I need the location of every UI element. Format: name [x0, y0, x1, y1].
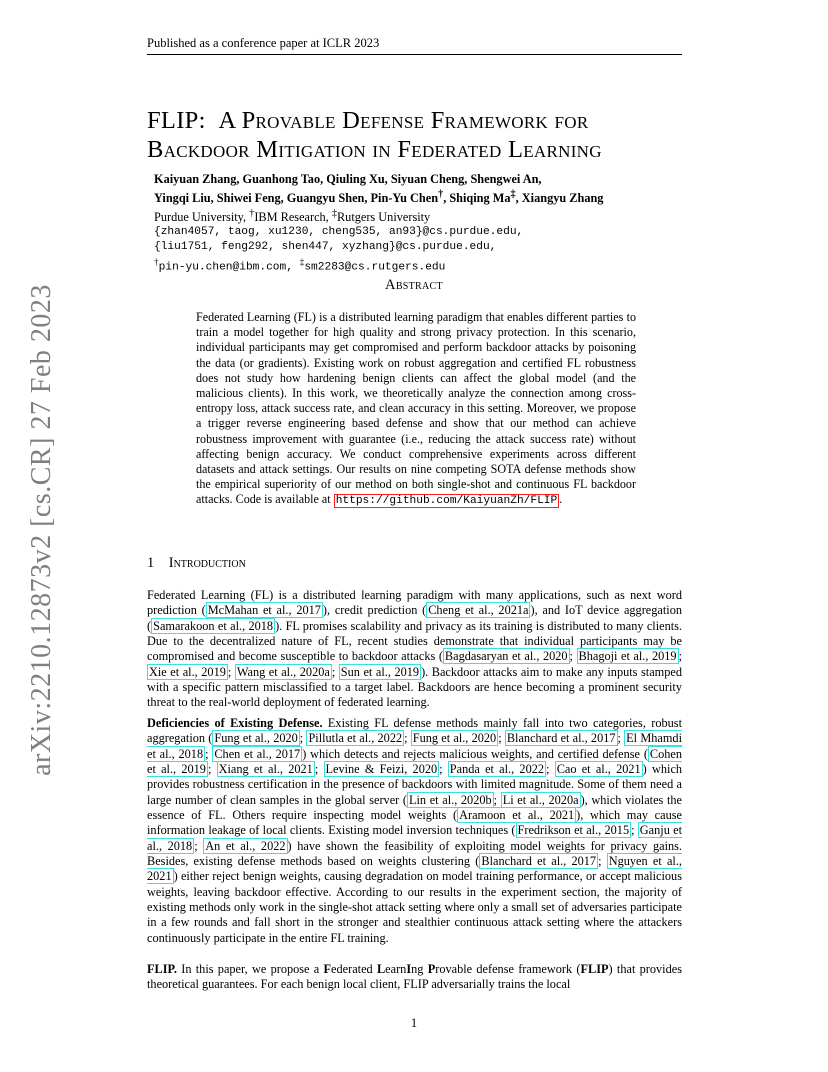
text-run: ;: [331, 664, 339, 679]
citation-link[interactable]: Lin et al., 2020b: [409, 792, 492, 807]
abstract-text: Federated Learning (FL) is a distributed learning paradigm that enables different parties to train a model together for high quality and strong privacy protection. In this scenario, individual participants may get compromised and perform backdoor attacks by poisoning the data (or gradients). Existing work on robust aggregation and certified FL robustness does not study how hardening benign clients can affect the global model (and the malicious clients). In this work, we theoretically analyze the connection among cross-entropy loss, attack success rate, and clean accuracy in this setting. Moreover, we propose a trigger reverse engineering based defense and show that our method can achieve robustness improvement with guarantee (i.e., reducing the attack success rate) without affecting benign accuracy. We conduct comprehensive experiments across different datasets and attack settings. Our results on nine competing SOTA defense methods show the empirical superiority of our method on both single-shot and continuous FL backdoor attacks. Code is available at: [196, 310, 636, 507]
p3-text: rovable defense framework (: [435, 962, 581, 976]
intro-paragraph-3: [147, 962, 682, 993]
dagger-mark: †: [249, 208, 255, 220]
title-line-1-rest: A Provable Defense Framework for: [218, 107, 589, 134]
citation-link[interactable]: Wang et al., 2020a: [236, 664, 330, 679]
p3-bold: P: [427, 962, 436, 976]
abstract-end: .: [559, 492, 563, 507]
text-run: ;: [194, 838, 204, 853]
text-run: ). FL promises scalability and privacy as its training is distributed to many clients. Due to the decentralized nature of FL, recent studies demonstrate that individual participants may be compromised and become susceptible to backdoor attacks (: [147, 618, 682, 664]
text-run: ;: [227, 664, 235, 679]
abstract-heading: Abstract: [385, 277, 443, 293]
citation-link[interactable]: Pillutla et al., 2022: [308, 731, 403, 746]
author-line-2c: , Xiangyu Zhang: [515, 191, 604, 206]
text-run: ;: [617, 731, 625, 746]
paragraph-lead-flip: FLIP.: [147, 962, 177, 976]
text-run: ), which may cause information leakage of local clients. Existing model inversion techniques (: [147, 808, 682, 838]
citation-link[interactable]: Samarakoon et al., 2018: [153, 618, 274, 633]
text-run: ;: [439, 762, 448, 777]
intro-paragraph-2: [147, 716, 682, 946]
email-ibm: pin-yu.chen@ibm.com,: [158, 261, 300, 274]
affiliation-rutgers: Rutgers University: [336, 210, 431, 225]
affiliation-ibm: IBM Research,: [254, 210, 332, 225]
title-line-1: [147, 106, 602, 135]
citation-link[interactable]: Panda et al., 2022: [449, 762, 545, 777]
author-line-2a: Yingqi Liu, Shiwei Feng, Guangyu Shen, Pin-Yu Chen: [154, 191, 439, 206]
title-line-2: Backdoor Mitigation in Federated Learning: [147, 136, 602, 163]
intro-paragraph-1: [147, 588, 682, 711]
text-run: ) have shown the feasibility of exploiting model weights for privacy gains. Besides, existing defense methods based on weights clustering (: [147, 838, 682, 869]
dagger-mark: †: [154, 257, 159, 268]
dagger-mark: †: [438, 189, 444, 200]
section-number: 1: [147, 555, 155, 571]
text-run: ) which provides robustness certification in the presence of backdoors with limited magnitude. Some of them need a large number of clean samples in the global server (: [147, 762, 683, 807]
email-line-2: {liu1751, feng292, shen447, xyzhang}@cs.purdue.edu,: [154, 241, 497, 254]
text-run: ;: [404, 731, 411, 746]
text-run: ;: [631, 823, 638, 838]
text-run: ;: [314, 762, 324, 777]
section-heading-introduction: [147, 555, 246, 572]
ddagger-mark: ‡: [510, 189, 516, 200]
section-title: Introduction: [168, 555, 246, 571]
citation-link[interactable]: Nguyen et al., 2021: [147, 854, 682, 884]
text-run: ). Backdoor attacks aim to make any inputs stamped with a specific pattern misclassified to a target label. Backdoors are hence becoming a prominent security threat to the real-world deployment of federated learning.: [147, 664, 682, 710]
text-run: ) either reject benign weights, causing degradation on model training performance, or accept malicious weights, leaving backdoor effective. According to our results in the experiment section, the majority of existing methods only work in the single-shot attack setting where only a small set of adversaries participate in a few rounds and fall short in the stronger and stealthier continuous attack setting where the attackers continuously participate in the entire FL training.: [147, 869, 682, 945]
text-run: ) which detects and rejects malicious weights, and certified defense (: [302, 746, 648, 761]
p3-bold: F: [323, 962, 332, 976]
citation-link[interactable]: Fredrikson et al., 2015: [517, 823, 630, 838]
ddagger-mark: ‡: [331, 208, 337, 220]
citation-link[interactable]: An et al., 2022: [205, 838, 286, 853]
author-line-1: Kaiyuan Zhang, Guanhong Tao, Qiuling Xu, Siyuan Cheng, Shengwei An,: [154, 172, 542, 186]
p3-bold: I: [406, 962, 412, 976]
p3-bold: FLIP: [580, 962, 609, 976]
citation-link[interactable]: El Mhamdi et al., 2018: [147, 731, 682, 761]
ddagger-mark: ‡: [299, 257, 305, 268]
citation-link[interactable]: Levine & Feizi, 2020: [325, 762, 438, 777]
text-run: ;: [678, 649, 682, 664]
affiliations: [154, 206, 603, 225]
citation-link[interactable]: McMahan et al., 2017: [207, 603, 321, 618]
p3-text: In this paper, we propose a: [176, 962, 324, 976]
citation-link[interactable]: Sun et al., 2019: [340, 664, 420, 679]
citation-link[interactable]: Bagdasaryan et al., 2020: [444, 649, 568, 664]
text-run: ;: [493, 792, 501, 807]
text-run: ;: [498, 731, 505, 746]
paper-title: [147, 106, 602, 164]
text-run: ;: [569, 649, 577, 664]
citation-link[interactable]: Ganju et al., 2018: [147, 823, 682, 853]
email-rutgers: sm2283@cs.rutgers.edu: [304, 261, 446, 274]
citation-link[interactable]: Cheng et al., 2021a: [428, 603, 529, 618]
citation-link[interactable]: Li et al., 2020a: [502, 792, 579, 807]
p3-text: ng: [411, 962, 428, 976]
citation-link[interactable]: Fung et al., 2020: [412, 731, 497, 746]
p3-text: ederated: [331, 962, 377, 976]
email-line-3: [154, 256, 603, 276]
citation-link[interactable]: Cohen et al., 2019: [147, 746, 683, 777]
citation-link[interactable]: Cao et al., 2021: [556, 762, 641, 777]
p3-text: ) that provides theoretical guarantees. For each benign local client, FLIP adversarially trains the local: [147, 962, 682, 992]
text-run: ;: [207, 762, 217, 777]
author-line-2: [154, 187, 603, 206]
text-run: ), credit prediction (: [322, 603, 427, 618]
intro-paragraph-2-body: [147, 716, 682, 945]
author-line-2b: , Shiqing Ma: [443, 191, 511, 206]
citation-link[interactable]: Fung et al., 2020: [214, 731, 298, 746]
text-run: ;: [299, 731, 307, 746]
citation-link[interactable]: Blanchard et al., 2017: [506, 731, 616, 746]
page-number: 1: [410, 1016, 418, 1030]
citation-link[interactable]: Chen et al., 2017: [214, 746, 301, 761]
header-rule: [147, 54, 682, 55]
p3-text: earn: [385, 962, 407, 976]
text-run: ;: [205, 746, 213, 761]
citation-link[interactable]: Xie et al., 2019: [149, 664, 226, 679]
title-acronym: FLIP:: [147, 107, 206, 134]
citation-link[interactable]: Aramoon et al., 2021: [459, 808, 575, 823]
text-run: ;: [546, 762, 555, 777]
affiliation-purdue: Purdue University,: [154, 210, 250, 225]
author-block: [154, 171, 603, 276]
citation-link[interactable]: Blanchard et al., 2017: [481, 854, 597, 869]
text-run: ), and IoT device aggregation (: [147, 603, 682, 633]
paragraph-lead-deficiencies: Deficiencies of Existing Defense.: [147, 716, 323, 730]
text-run: ;: [598, 854, 607, 869]
arxiv-stamp: [14, 284, 70, 776]
email-line-1: {zhan4057, taog, xu1230, cheng535, an93}@cs.purdue.edu,: [154, 226, 524, 239]
code-url-link[interactable]: https://github.com/KaiyuanZh/FLIP: [335, 495, 558, 508]
running-header: Published as a conference paper at ICLR 2023: [147, 36, 380, 50]
text-run: Existing FL defense methods mainly fall into two categories, robust aggregation (: [147, 716, 682, 746]
citation-link[interactable]: Bhagoji et al., 2019: [578, 649, 677, 664]
citation-link[interactable]: Xiang et al., 2021: [218, 762, 313, 777]
text-run: ), which violates the essence of FL. Others require inspecting model weights (: [147, 792, 682, 823]
p3-bold: L: [376, 962, 386, 976]
text-run: Federated Learning (FL) is a distributed learning paradigm with many applications, such as next word prediction (: [147, 588, 682, 618]
abstract-body: [196, 310, 636, 510]
arxiv-stamp-text: arXiv:2210.12873v2 [cs.CR] 27 Feb 2023: [26, 284, 57, 776]
